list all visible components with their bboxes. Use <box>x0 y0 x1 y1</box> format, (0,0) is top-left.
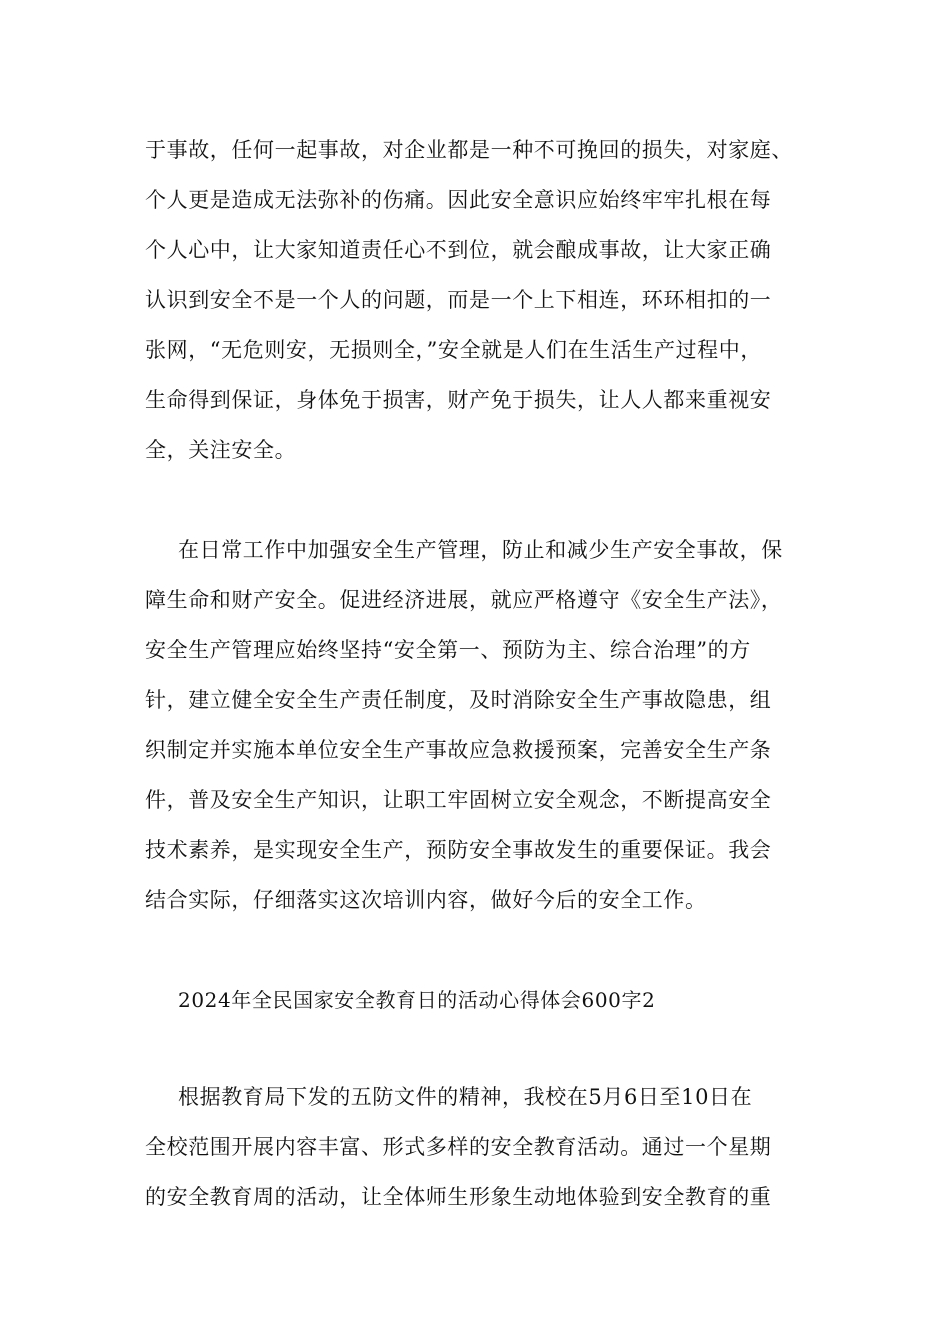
paragraph-line: 结合实际，仔细落实这次培训内容，做好今后的安全工作。 <box>145 888 707 912</box>
paragraph-line: 在日常工作中加强安全生产管理，防止和减少生产安全事故，保 <box>178 538 783 562</box>
paragraph-line: 障生命和财产安全。促进经济进展，就应严格遵守《安全生产法》， <box>145 588 783 612</box>
paragraph-line: 针，建立健全安全生产责任制度，及时消除安全生产事故隐患，组 <box>145 688 772 712</box>
paragraph-line: 的安全教育周的活动，让全体师生形象生动地体验到安全教育的重 <box>145 1185 772 1209</box>
paragraph-line: 安全生产管理应始终坚持“安全第一、预防为主、综合治理”的方 <box>145 638 751 662</box>
paragraph-line: 张网，“无危则安，无损则全，”安全就是人们在生活生产过程中， <box>145 338 762 362</box>
paragraph-line: 全，关注安全。 <box>145 438 297 462</box>
paragraph-line: 件，普及安全生产知识，让职工牢固树立安全观念，不断提高安全 <box>145 788 772 812</box>
paragraph-line: 个人心中，让大家知道责任心不到位，就会酿成事故，让大家正确 <box>145 238 772 262</box>
paragraph-line: 个人更是造成无法弥补的伤痛。因此安全意识应始终牢牢扎根在每 <box>145 188 772 212</box>
section-heading: 2024年全民国家安全教育日的活动心得体会600字2 <box>178 988 656 1012</box>
paragraph-line: 生命得到保证，身体免于损害，财产免于损失，让人人都来重视安 <box>145 388 772 412</box>
paragraph-line: 全校范围开展内容丰富、形式多样的安全教育活动。通过一个星期 <box>145 1135 772 1159</box>
paragraph-line: 根据教育局下发的五防文件的精神，我校在5月6日至10日在 <box>178 1085 753 1109</box>
paragraph-line: 认识到安全不是一个人的问题，而是一个上下相连，环环相扣的一 <box>145 288 772 312</box>
paragraph-line: 于事故，任何一起事故，对企业都是一种不可挽回的损失，对家庭、 <box>145 138 793 162</box>
paragraph-line: 技术素养，是实现安全生产，预防安全事故发生的重要保证。我会 <box>145 838 772 862</box>
paragraph-line: 织制定并实施本单位安全生产事故应急救援预案，完善安全生产条 <box>145 738 772 762</box>
